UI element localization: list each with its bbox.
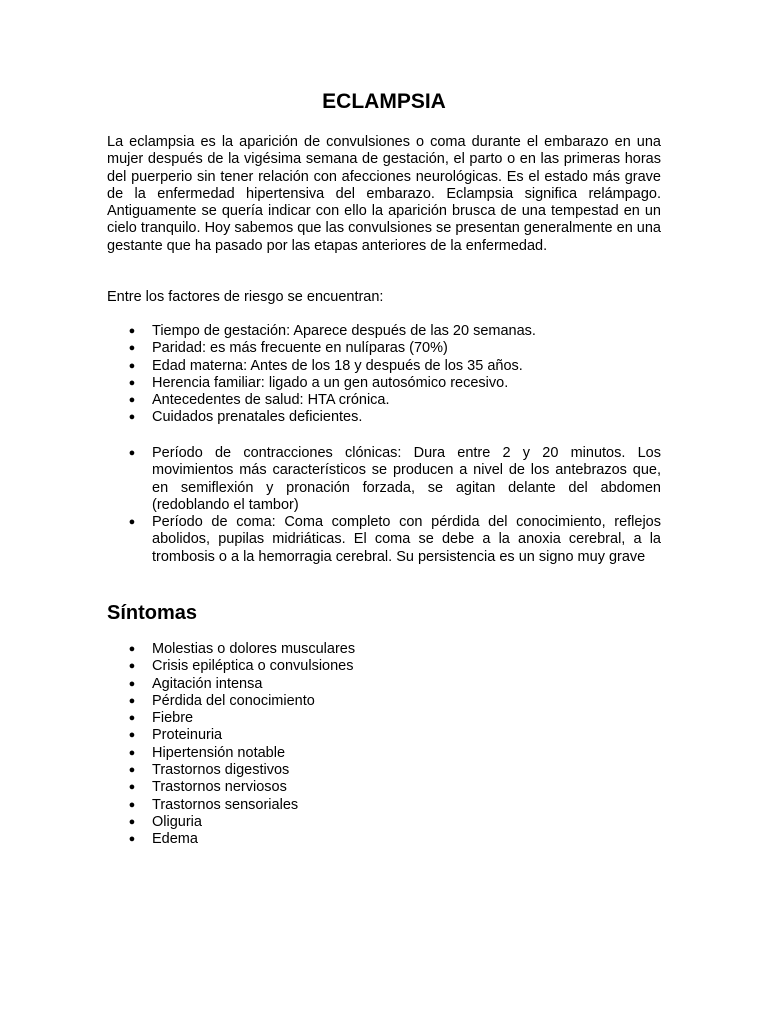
list-item [107, 445, 661, 514]
symptom-text: Edema [152, 831, 198, 848]
list-item [107, 831, 661, 848]
list-item [107, 392, 661, 409]
list-item [107, 727, 661, 744]
list-item [107, 797, 661, 814]
risk-factor-text: Herencia familiar: ligado a un gen autosómico recesivo. [152, 374, 509, 391]
bullet-icon: ● [128, 516, 136, 529]
symptoms-heading: Síntomas [107, 602, 198, 624]
document-title: ECLAMPSIA [322, 90, 446, 113]
bullet-icon: ● [128, 643, 136, 655]
list-item [107, 409, 661, 426]
bullet-icon: ● [128, 660, 136, 673]
bullet-icon: ● [128, 729, 136, 742]
list-item [107, 514, 661, 566]
risk-factor-text: Cuidados prenatales deficientes. [152, 409, 363, 426]
bullet-icon: ● [128, 815, 136, 828]
intro-paragraph: La eclampsia es la aparición de convulsiones o coma durante el embarazo en una mujer después de la vigésima semana de gestación, el parto o en las primeras horas del puerperio sin tener relación con afecciones neurológicas. Es el estado más grave de la enfermedad hipertensiva del embarazo. Eclampsia significa relámpago. Antiguamente se quería indicar con ello la aparición brusca de una tempestad en un cielo tranquilo. Hoy sabemos que las convulsiones se presentan generalmente en una gestante que ha pasado por las etapas anteriores de la enfermedad. [107, 134, 661, 254]
bullet-icon: ● [128, 833, 136, 846]
symptom-text: Trastornos nerviosos [152, 779, 287, 796]
bullet-icon: ● [128, 325, 136, 337]
bullet-icon: ● [128, 677, 136, 690]
symptom-text: Fiebre [152, 710, 194, 727]
symptom-text: Hipertensión notable [152, 744, 286, 761]
symptom-text: Proteinuria [152, 727, 223, 744]
symptom-text: Agitación intensa [152, 675, 263, 692]
bullet-icon: ● [128, 376, 136, 389]
list-item [107, 710, 661, 727]
phase-text: Período de coma: Coma completo con pérdida del conocimiento, reflejos abolidos, pupilas midriáticas. El coma se debe a la anoxia cerebral, a la trombosis o a la hemorragia cerebral. Su persistencia es un signo muy grave [152, 514, 661, 565]
risk-factors-list [107, 323, 661, 427]
symptoms-list [107, 641, 661, 849]
bullet-icon: ● [128, 411, 136, 424]
symptom-text: Pérdida del conocimiento [152, 692, 315, 709]
list-item [107, 358, 661, 375]
list-item [107, 693, 661, 710]
risk-factor-text: Edad materna: Antes de los 18 y después de los 35 años. [152, 357, 523, 374]
list-item [107, 814, 661, 831]
risk-factors-lead: Entre los factores de riesgo se encuentran: [107, 289, 384, 305]
list-item [107, 641, 661, 658]
bullet-icon: ● [128, 798, 136, 811]
symptom-text: Trastornos sensoriales [152, 796, 299, 813]
list-item [107, 340, 661, 357]
list-item [107, 676, 661, 693]
bullet-icon: ● [128, 781, 136, 794]
bullet-icon: ● [128, 359, 136, 372]
symptom-text: Crisis epiléptica o convulsiones [152, 658, 354, 675]
bullet-icon: ● [128, 764, 136, 777]
list-item [107, 658, 661, 675]
risk-factor-text: Tiempo de gestación: Aparece después de las 20 semanas. [152, 323, 536, 339]
symptom-text: Molestias o dolores musculares [152, 641, 356, 657]
symptom-text: Trastornos digestivos [152, 762, 290, 779]
list-item [107, 745, 661, 762]
risk-factor-text: Antecedentes de salud: HTA crónica. [152, 392, 390, 409]
list-item [107, 375, 661, 392]
list-item [107, 762, 661, 779]
phase-text: Período de contracciones clónicas: Dura entre 2 y 20 minutos. Los movimientos más característicos se producen a nivel de los antebrazos que, en semiflexión y pronación forzada, se agitan delante del abdomen (redoblando el tambor) [152, 445, 661, 513]
bullet-icon: ● [128, 447, 136, 459]
symptom-text: Oliguria [152, 813, 202, 830]
bullet-icon: ● [128, 342, 136, 355]
bullet-icon: ● [128, 712, 136, 725]
bullet-icon: ● [128, 694, 136, 707]
bullet-icon: ● [128, 394, 136, 407]
bullet-icon: ● [128, 746, 136, 759]
list-item [107, 323, 661, 340]
risk-factor-text: Paridad: es más frecuente en nulíparas (70%) [152, 340, 448, 357]
list-item [107, 779, 661, 796]
phases-list [107, 445, 661, 566]
